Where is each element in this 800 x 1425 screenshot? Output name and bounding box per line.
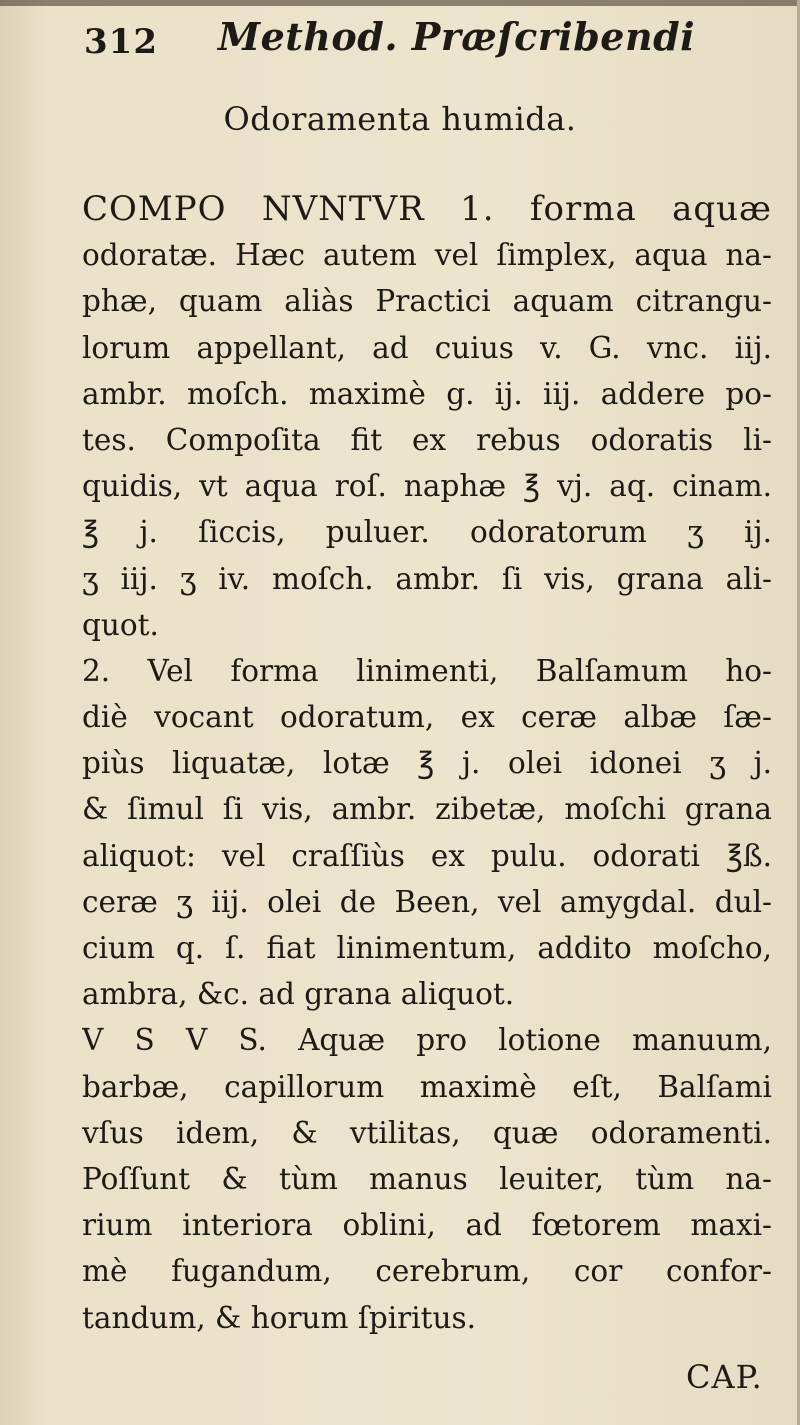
- text-line: odoratæ. Hæc autem vel ſimplex, aqua na-: [82, 238, 772, 273]
- text-line: ambr. moſch. maximè g. ij. iij. addere po-: [82, 376, 772, 411]
- text-line: lorum appellant, ad cuius v. G. vnc. iij.: [82, 330, 772, 365]
- text-line: piùs liquatæ, lotæ ℥ j. olei idonei ʒ j.: [82, 746, 772, 781]
- text-line: COMPO NVNTVR 1. forma aquæ: [82, 189, 772, 229]
- text-line: & ſimul ſi vis, ambr. zibetæ, moſchi grana: [82, 792, 772, 827]
- page-number: 312: [84, 22, 158, 62]
- text-line: rium interiora oblini, ad fœtorem maxi-: [82, 1208, 772, 1243]
- text-line: phæ, quam aliàs Practici aquam citrangu-: [82, 284, 772, 319]
- text-line: mè fugandum, cerebrum, cor confor-: [82, 1254, 772, 1289]
- text-line: cium q. ſ. fiat linimentum, addito moſcho,: [82, 931, 772, 965]
- text-line: tandum, & horum ſpiritus.: [82, 1300, 477, 1335]
- text-line: quot.: [82, 607, 159, 642]
- page-top-edge: [0, 0, 800, 6]
- text-line: ʒ iij. ʒ iv. moſch. ambr. ſi vis, grana ali-: [82, 561, 772, 596]
- text-line: diè vocant odoratum, ex ceræ albæ ſæ-: [82, 700, 772, 735]
- text-line: ambra, &c. ad grana aliquot.: [82, 977, 515, 1012]
- body-text: [82, 186, 772, 1341]
- text-line: quidis, vt aqua roſ. naphæ ℥ vj. aq. cinam.: [82, 469, 772, 504]
- text-line: Poſſunt & tùm manus leuiter, tùm na-: [82, 1161, 772, 1196]
- text-line: 2. Vel forma linimenti, Balſamum ho-: [82, 653, 772, 688]
- text-line: ℥ j. ſiccis, puluer. odoratorum ʒ ij.: [82, 515, 772, 550]
- text-line: barbæ, capillorum maximè eſt, Balſami: [82, 1069, 772, 1104]
- text-line: vſus idem, & vtilitas, quæ odoramenti.: [82, 1115, 772, 1150]
- text-line: tes. Compoſita fit ex rebus odoratis li-: [82, 422, 772, 457]
- section-title: Odoramenta humida.: [223, 100, 577, 138]
- catchword: CAP.: [686, 1358, 763, 1396]
- text-line: ceræ ʒ iij. olei de Been, vel amygdal. dul-: [82, 884, 772, 919]
- text-line: aliquot: vel craſſiùs ex pulu. odorati ℥ß.: [82, 838, 772, 873]
- running-title: Method. Præſcribendi: [218, 14, 696, 59]
- text-line: V S V S. Aquæ pro lotione manuum,: [82, 1023, 772, 1058]
- running-head: [78, 8, 778, 68]
